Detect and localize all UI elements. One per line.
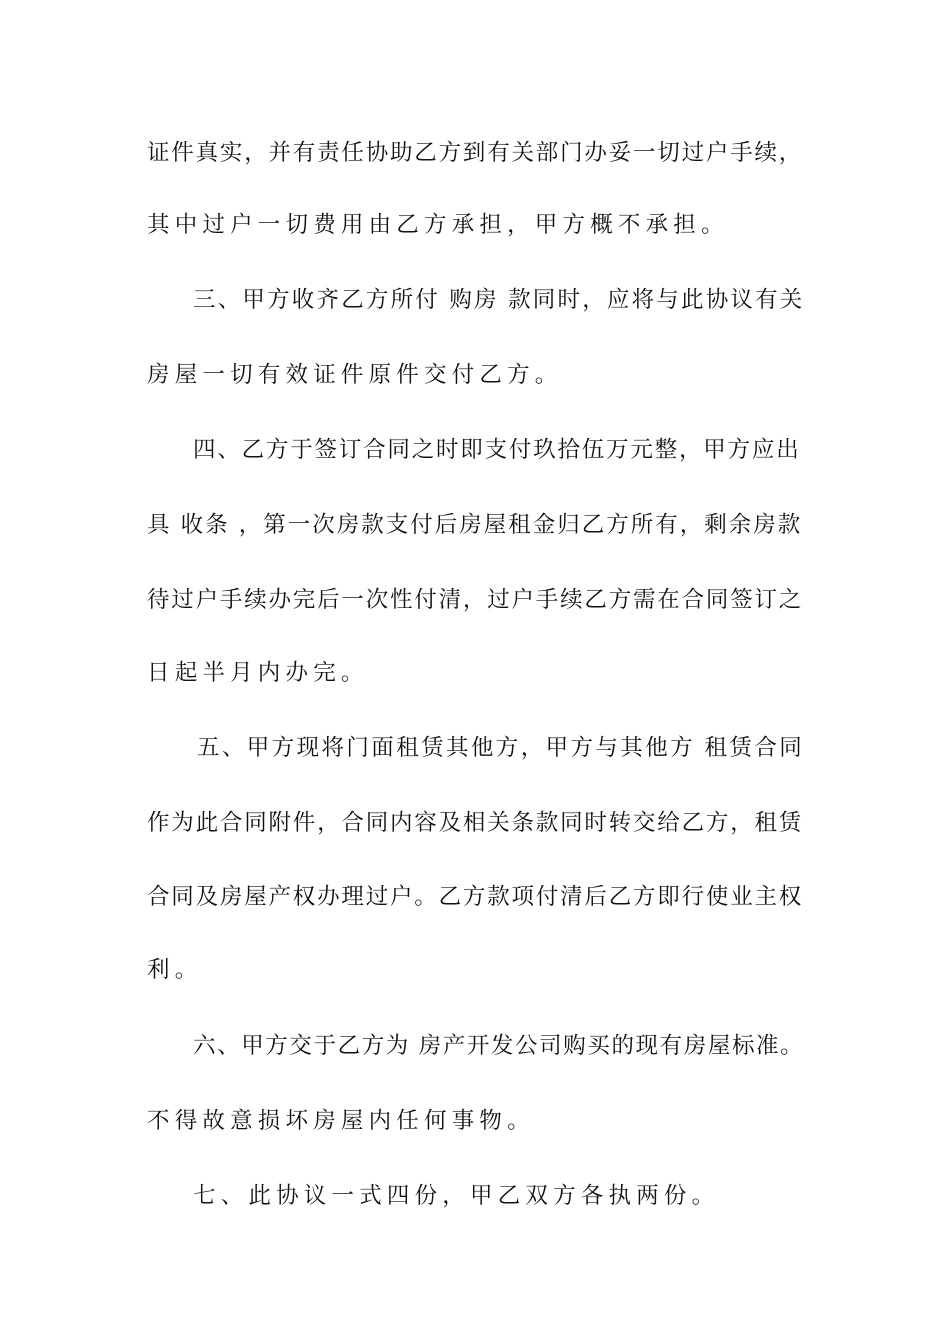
clause-4-start: 四、乙方于签订合同之时即支付玖拾伍万元整，甲方应出 [193,437,801,463]
text-line-10: 作为此合同附件，合同内容及相关条款同时转交给乙方，租赁 [147,810,804,836]
text-line-12: 利。 [147,957,203,983]
text-line-7: 待过户手续办完后一次性付清，过户手续乙方需在合同签订之 [147,587,804,613]
clause-6-start: 六、甲方交于乙方为 房产开发公司购买的现有房屋标准。 [193,1033,805,1059]
text-line-14: 不得故意损坏房屋内任何事物。 [147,1108,535,1134]
clause-3-start: 三、甲方收齐乙方所付 购房 款同时，应将与此协议有关 [193,287,805,313]
text-line-11: 合同及房屋产权办理过户。乙方款项付清后乙方即行使业主权 [147,884,804,910]
text-line-2: 其中过户一切费用由乙方承担，甲方概不承担。 [147,212,729,238]
text-line-8: 日起半月内办完。 [147,660,369,686]
clause-7-start: 七、此协议一式四份，甲乙双方各执两份。 [193,1183,720,1209]
text-line-4: 房屋一切有效证件原件交付乙方。 [147,362,563,388]
clause-5-start: 五、甲方现将门面租赁其他方，甲方与其他方 租赁合同 [197,735,805,761]
text-line-6: 具 收条 ，第一次房款支付后房屋租金归乙方所有，剩余房款 [147,512,803,538]
text-line-1: 证件真实，并有责任协助乙方到有关部门办妥一切过户手续， [147,140,804,166]
